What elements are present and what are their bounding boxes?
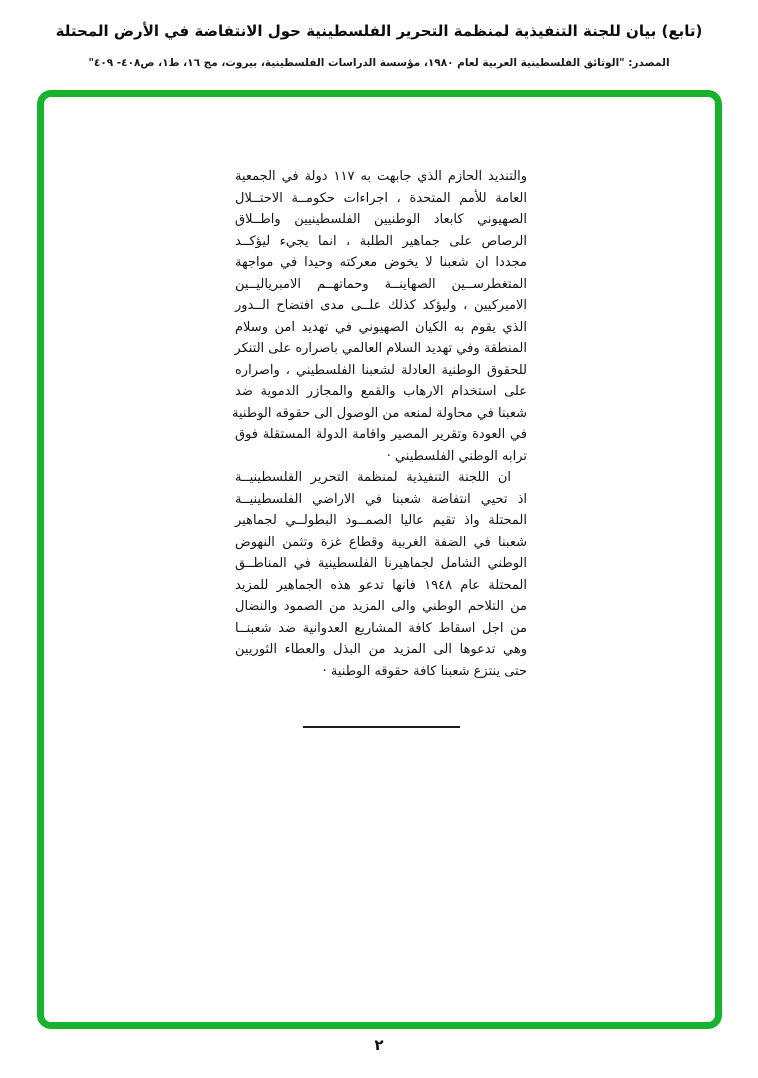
body-text <box>232 166 527 682</box>
page-number: ٢ <box>374 1036 384 1054</box>
text-line: المتغطرســين الصهاينــة وحماتهــم الامبرياليــين <box>235 276 527 292</box>
text-line: الاميركيين ، وليؤكد كذلك علــى مدى افتضاح الــدور <box>235 298 527 313</box>
text-line: الوطني الشامل لجماهيرنا الفلسطينية في المناطــق <box>235 556 527 571</box>
text-line: شعبنا في محاولة لمنعه من الوصول الى حقوقه الوطنية <box>232 405 527 421</box>
paragraph-2 <box>235 467 527 682</box>
source-citation: المصدر: "الوثائق الفلسطينية العربية لعام ١٩٨٠، مؤسسة الدراسات الفلسطينية، بيروت، مج ١٦، ط١، ص٤٠٨- ٤٠٩" <box>88 57 670 69</box>
text-line: العامة للأمم المتحدة ، اجراءات حكومــة الاحتــلال <box>235 190 527 206</box>
text-line: مجددا ان شعبنا لا يخوض معركته وحيدا في مواجهة <box>235 255 527 270</box>
text-line: من التلاحم الوطني والى المزيد من الصمود والنضال <box>235 599 527 614</box>
text-line: والتنديد الحازم الذي جابهت به ١١٧ دولة في الجمعية <box>235 169 527 184</box>
text-line: المنطقة وفي تهديد السلام العالمي باصراره على التنكر <box>234 341 527 356</box>
text-line: الصهيوني كابعاد الوطنيين الفلسطينيين واطــلاق <box>235 212 527 227</box>
text-line: المحتلة عام ١٩٤٨ فانها تدعو هذه الجماهير للمزيد <box>235 577 527 593</box>
text-line: الرصاص على جماهير الطلبة ، انما يجيء ليؤكــد <box>235 233 527 249</box>
text-line: المحتلة واذ تقيم عاليا الصمــود البطولــي لجماهير <box>235 513 527 528</box>
text-line: من اجل اسقاط كافة المشاريع العدوانية ضد شعبنــا <box>235 620 527 636</box>
text-line: على استخدام الارهاب والقمع والمجازر الدموية ضد <box>235 384 527 399</box>
paragraph-1 <box>232 166 527 467</box>
text-line: للحقوق الوطنية العادلة لشعبنا الفلسطيني ، واصراره <box>235 362 527 378</box>
text-line: ان اللجنة التنفيذية لمنظمة التحرير الفلسطينيــة <box>235 470 511 485</box>
text-line: حتى ينتزع شعبنا كافة حقوقه الوطنية · <box>322 663 527 679</box>
text-line: ترابه الوطني الفلسطيني · <box>386 448 527 464</box>
text-line: شعبنا في الضفة الغربية وقطاع غزة وتثمن النهوض <box>235 534 527 550</box>
page-title: (تابع) بيان للجنة التنفيذية لمنظمة التحرير الفلسطينية حول الانتفاضة في الأرض المحتلة <box>55 22 703 40</box>
text-line: اذ تحيي انتفاضة شعبنا في الاراضي الفلسطينيــة <box>235 491 527 507</box>
content-frame <box>37 90 722 1029</box>
section-separator-line <box>303 726 460 728</box>
text-line: وهي تدعوها الى المزيد من البذل والعطاء الثوريين <box>235 642 527 657</box>
text-line: في العودة وتقرير المصير واقامة الدولة المستقلة فوق <box>235 427 527 442</box>
text-line: الذي يقوم به الكيان الصهيوني في تهديد امن وسلام <box>235 319 527 335</box>
